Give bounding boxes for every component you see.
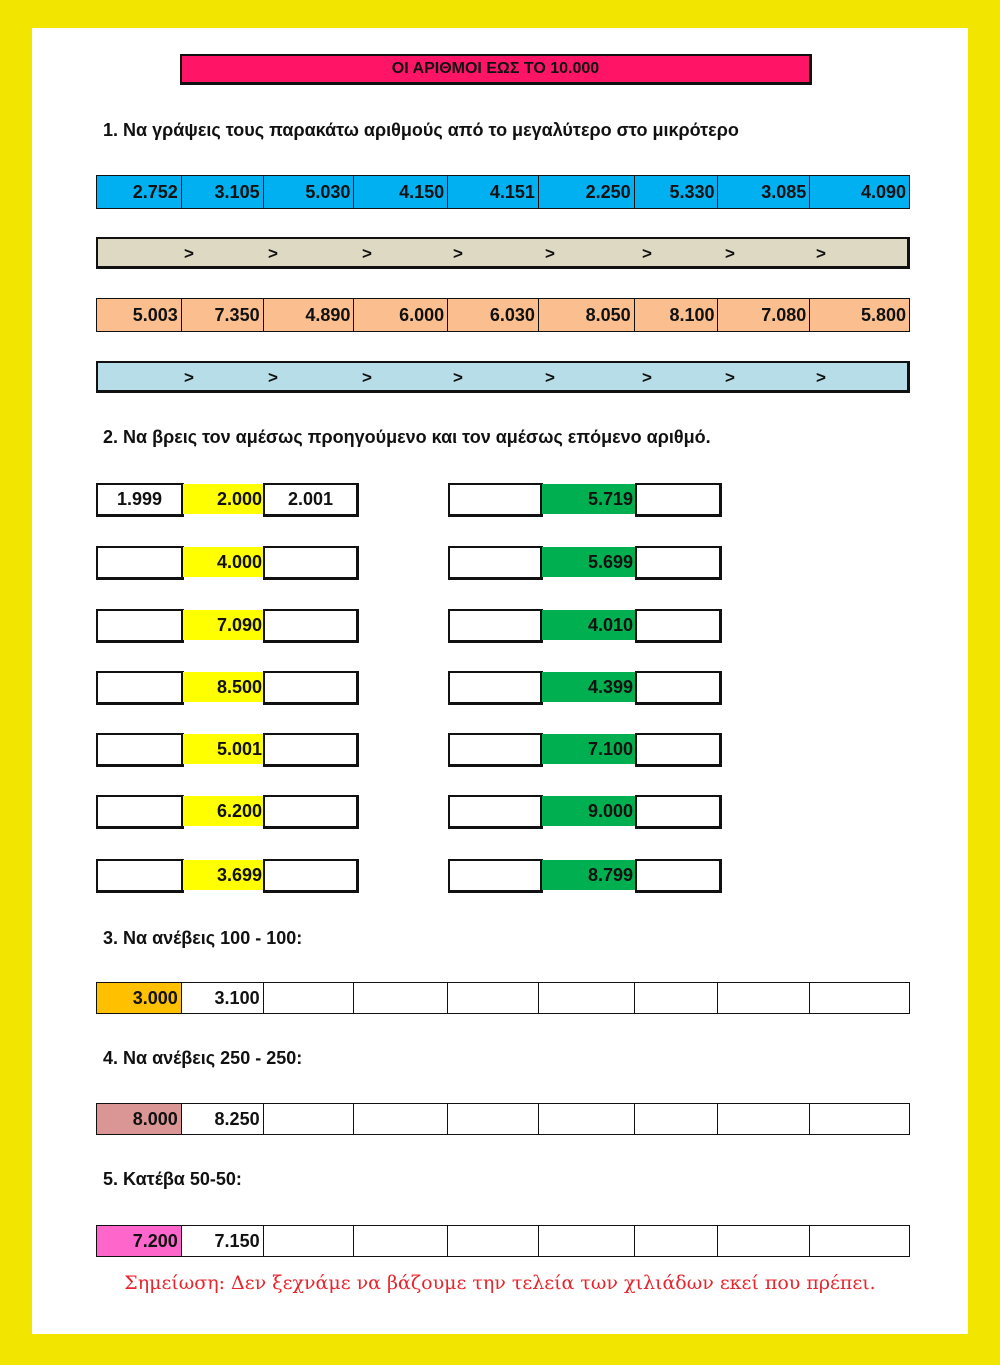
ordering-answer-row-2[interactable] [96,361,910,393]
number-cell: 8.100 [635,299,719,331]
greater-than-sign: > [545,244,555,263]
answer-cell[interactable] [635,1226,719,1256]
sequence-cell: 8.250 [182,1104,264,1134]
previous-number-box[interactable] [96,733,184,767]
answer-cell[interactable] [635,1104,719,1134]
number-cell: 6.030 [448,299,539,331]
next-number-box[interactable] [263,546,359,580]
number-cell: 4.151 [448,176,539,208]
greater-than-sign: > [725,244,735,263]
previous-number-box[interactable] [448,795,543,829]
greater-than-sign: > [725,368,735,387]
previous-number-box[interactable] [448,609,543,643]
number-cell: 4.890 [264,299,355,331]
given-number: 8.799 [542,860,636,890]
worksheet-title: ΟΙ ΑΡΙΘΜΟΙ ΕΩΣ ΤΟ 10.000 [180,54,812,85]
greater-than-sign: > [362,368,372,387]
greater-than-sign: > [816,244,826,263]
next-number-box[interactable]: 2.001 [263,483,359,517]
answer-cell[interactable] [539,1226,635,1256]
greater-than-sign: > [268,368,278,387]
next-number-box[interactable] [635,859,722,893]
greater-than-sign: > [545,368,555,387]
previous-number-box[interactable] [96,795,184,829]
answer-cell[interactable] [354,1226,448,1256]
answer-cell[interactable] [264,1226,355,1256]
given-number: 4.010 [542,610,636,640]
number-cell: 5.003 [97,299,182,331]
start-number-cell: 3.000 [97,983,182,1013]
number-cell: 5.330 [635,176,719,208]
count-up-250-row [96,1103,910,1135]
greater-than-sign: > [184,368,194,387]
given-number: 2.000 [183,484,265,514]
given-number: 3.699 [183,860,265,890]
next-number-box[interactable] [635,546,722,580]
answer-cell[interactable] [718,1226,810,1256]
section3-heading: 3. Να ανέβεις 100 - 100: [103,928,303,948]
number-cell: 5.030 [264,176,355,208]
answer-cell[interactable] [264,983,355,1013]
number-cell: 3.085 [718,176,810,208]
greater-than-sign: > [268,244,278,263]
given-number: 5.719 [542,484,636,514]
previous-number-box[interactable] [448,671,543,705]
section2-heading: 2. Να βρεις τον αμέσως προηγούμενο και τον αμέσως επόμενο αριθμό. [103,427,711,447]
number-cell: 6.000 [354,299,448,331]
greater-than-sign: > [642,368,652,387]
next-number-box[interactable] [263,609,359,643]
answer-cell[interactable] [810,1104,909,1134]
number-cell: 5.800 [860,304,907,325]
next-number-box[interactable] [635,483,722,517]
previous-number-box[interactable]: 1.999 [96,483,184,517]
answer-cell[interactable] [448,1226,539,1256]
answer-cell[interactable] [635,983,719,1013]
previous-number-box[interactable] [448,546,543,580]
previous-number-box[interactable] [96,609,184,643]
given-number: 5.001 [183,734,265,764]
number-cell: 2.250 [539,176,635,208]
answer-cell[interactable] [810,1226,909,1256]
answer-cell[interactable] [718,983,810,1013]
given-number: 7.100 [542,734,636,764]
greater-than-sign: > [453,244,463,263]
given-number: 5.699 [542,547,636,577]
next-number-box[interactable] [263,671,359,705]
answer-cell[interactable] [810,983,909,1013]
given-number: 6.200 [183,796,265,826]
start-number-cell: 7.200 [97,1226,182,1256]
greater-than-sign: > [453,368,463,387]
greater-than-sign: > [816,368,826,387]
previous-number-box[interactable] [96,859,184,893]
answer-cell[interactable] [354,1104,448,1134]
next-number-box[interactable] [635,671,722,705]
next-number-box[interactable] [635,733,722,767]
number-cell: 8.050 [539,299,635,331]
number-cell: 4.090 [860,181,907,202]
greater-than-sign: > [642,244,652,263]
footer-note: Σημείωση: Δεν ξεχνάμε να βάζουμε την τελεία των χιλιάδων εκεί που πρέπει. [124,1272,876,1294]
number-cell: 3.105 [182,176,264,208]
next-number-box[interactable] [263,859,359,893]
answer-cell[interactable] [539,1104,635,1134]
previous-number-box[interactable] [448,483,543,517]
previous-number-box[interactable] [96,671,184,705]
count-down-50-row [96,1225,910,1257]
answer-cell[interactable] [448,983,539,1013]
next-number-box[interactable] [263,795,359,829]
sequence-cell: 3.100 [182,983,264,1013]
section4-heading: 4. Να ανέβεις 250 - 250: [103,1048,303,1068]
count-up-100-row [96,982,910,1014]
answer-cell[interactable] [448,1104,539,1134]
section1-heading: 1. Να γράψεις τους παρακάτω αριθμούς από το μεγαλύτερο στο μικρότερο [103,120,739,140]
start-number-cell: 8.000 [97,1104,182,1134]
number-cell: 7.080 [718,299,810,331]
answer-cell[interactable] [539,983,635,1013]
numbers-row-1 [96,175,910,209]
answer-cell[interactable] [264,1104,355,1134]
numbers-row-2 [96,298,910,332]
answer-cell[interactable] [354,983,448,1013]
given-number: 7.090 [183,610,265,640]
answer-cell[interactable] [718,1104,810,1134]
next-number-box[interactable] [635,609,722,643]
greater-than-sign: > [184,244,194,263]
next-number-box[interactable] [263,733,359,767]
section5-heading: 5. Κατέβα 50-50: [103,1169,242,1189]
given-number: 8.500 [183,672,265,702]
given-number: 4.399 [542,672,636,702]
number-cell: 2.752 [97,176,182,208]
previous-number-box[interactable] [448,733,543,767]
previous-number-box[interactable] [96,546,184,580]
greater-than-sign: > [362,244,372,263]
sequence-cell: 7.150 [182,1226,264,1256]
given-number: 4.000 [183,547,265,577]
previous-number-box[interactable] [448,859,543,893]
number-cell: 4.150 [354,176,448,208]
ordering-answer-row-1[interactable] [96,237,910,269]
number-cell: 7.350 [182,299,264,331]
next-number-box[interactable] [635,795,722,829]
given-number: 9.000 [542,796,636,826]
